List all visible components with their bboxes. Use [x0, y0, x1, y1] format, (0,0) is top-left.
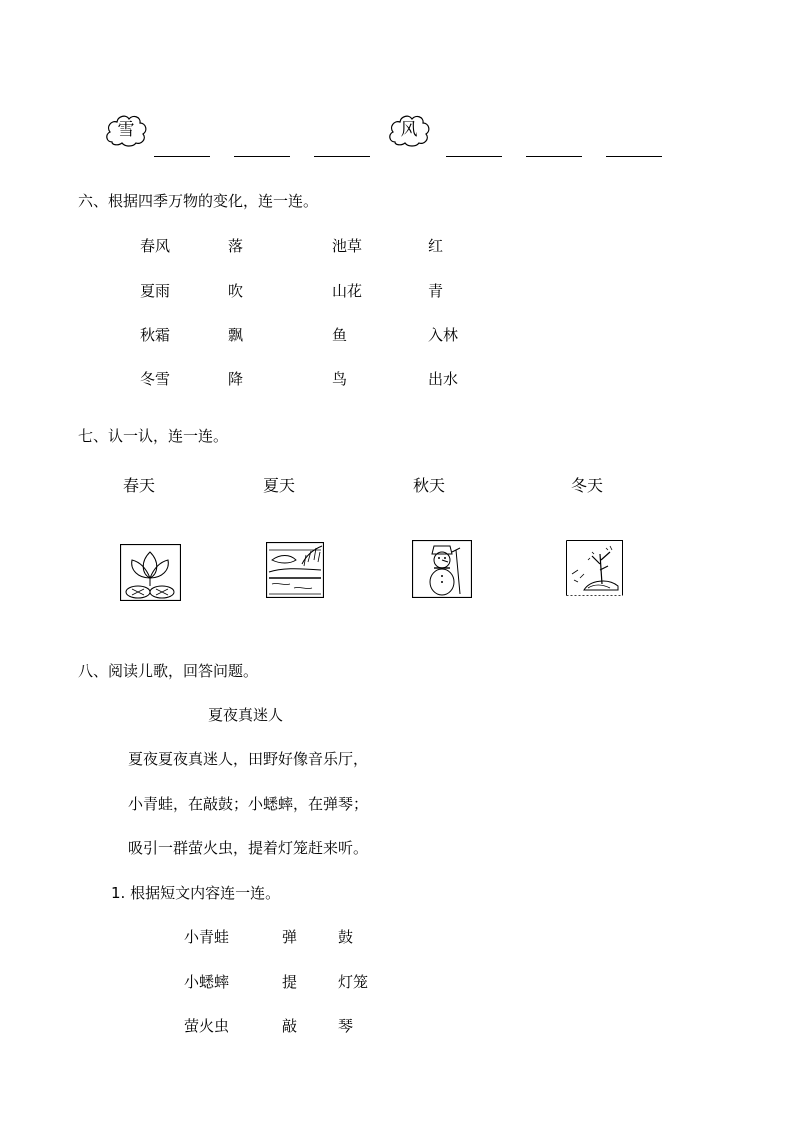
- s6-cell: 青: [428, 282, 444, 300]
- s6-cell: 红: [428, 237, 444, 255]
- section7-heading: 七、认一认，连一连。: [78, 427, 229, 445]
- s6-cell: 落: [228, 237, 244, 255]
- cloud-char: 风: [400, 120, 418, 140]
- season-label: 春天: [123, 476, 156, 495]
- cloud-char-wind: [387, 112, 431, 148]
- season-label: 夏天: [263, 476, 296, 495]
- s6-cell: 夏雨: [140, 282, 171, 300]
- poem-line: 夏夜夏夜真迷人，田野好像音乐厅，: [128, 750, 369, 768]
- s6-cell: 冬雪: [140, 370, 171, 388]
- s6-cell: 鸟: [332, 370, 348, 388]
- answer-blank[interactable]: [314, 156, 370, 157]
- match-cell: 弹: [282, 928, 298, 946]
- answer-blank[interactable]: [446, 156, 502, 157]
- section6-heading: 六、根据四季万物的变化，连一连。: [78, 192, 319, 210]
- snowman-icon: [412, 540, 472, 598]
- question-1: 1. 根据短文内容连一连。: [111, 884, 281, 902]
- answer-blank[interactable]: [154, 156, 210, 157]
- match-cell: 小青蛙: [184, 928, 230, 946]
- poem-title: 夏夜真迷人: [208, 706, 284, 724]
- answer-blank[interactable]: [606, 156, 662, 157]
- s6-cell: 入林: [428, 326, 459, 344]
- s6-cell: 降: [228, 370, 244, 388]
- poem-line: 吸引一群萤火虫，提着灯笼赶来听。: [128, 839, 369, 857]
- match-cell: 提: [282, 973, 298, 991]
- cloud-char: 雪: [117, 120, 135, 140]
- autumn-tree-icon: [566, 540, 623, 596]
- s6-cell: 出水: [428, 370, 459, 388]
- match-cell: 鼓: [338, 928, 354, 946]
- s6-cell: 吹: [228, 282, 244, 300]
- match-cell: 敲: [282, 1017, 298, 1035]
- s6-cell: 山花: [332, 282, 363, 300]
- season-label: 冬天: [571, 476, 604, 495]
- match-cell: 小蟋蟀: [184, 973, 230, 991]
- willow-river-icon: [266, 542, 324, 598]
- answer-blank[interactable]: [234, 156, 290, 157]
- match-cell: 萤火虫: [184, 1017, 230, 1035]
- poem-line: 小青蛙，在敲鼓；小蟋蟀，在弹琴；: [128, 795, 369, 813]
- s6-cell: 池草: [332, 237, 363, 255]
- lotus-icon: [120, 544, 181, 601]
- answer-blank[interactable]: [526, 156, 582, 157]
- match-cell: 灯笼: [338, 973, 369, 991]
- cloud-char-snow: [104, 112, 148, 148]
- match-cell: 琴: [338, 1017, 354, 1035]
- season-label: 秋天: [413, 476, 446, 495]
- s6-cell: 秋霜: [140, 326, 171, 344]
- s6-cell: 鱼: [332, 326, 348, 344]
- s6-cell: 飘: [228, 326, 244, 344]
- section8-heading: 八、阅读儿歌，回答问题。: [78, 662, 259, 680]
- s6-cell: 春风: [140, 237, 171, 255]
